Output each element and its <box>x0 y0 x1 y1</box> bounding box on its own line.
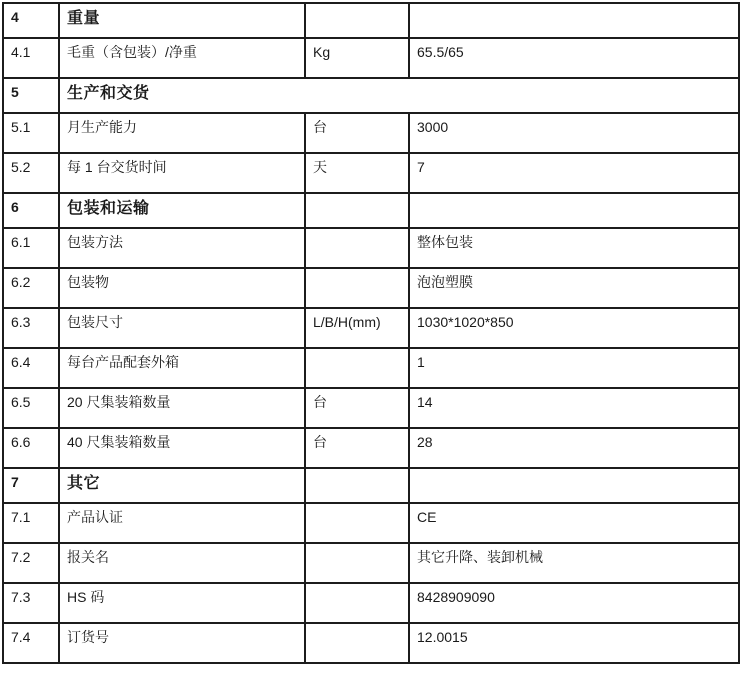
row-label: 包装和运输 <box>59 193 305 228</box>
row-label: 报关名 <box>59 543 305 583</box>
table-row <box>3 543 739 583</box>
spec-table-body <box>3 3 739 663</box>
row-value: 65.5/65 <box>409 38 739 78</box>
row-label: 毛重（含包装）/净重 <box>59 38 305 78</box>
row-unit <box>305 468 409 503</box>
row-number: 6.3 <box>3 308 59 348</box>
row-value: 7 <box>409 153 739 193</box>
row-unit <box>305 268 409 308</box>
table-row <box>3 113 739 153</box>
table-row <box>3 388 739 428</box>
row-number: 7.1 <box>3 503 59 543</box>
row-value: 14 <box>409 388 739 428</box>
row-unit: 天 <box>305 153 409 193</box>
row-number: 7 <box>3 468 59 503</box>
row-unit <box>305 348 409 388</box>
row-number: 6.6 <box>3 428 59 468</box>
row-unit: Kg <box>305 38 409 78</box>
row-unit <box>305 623 409 663</box>
row-number: 6.5 <box>3 388 59 428</box>
table-row <box>3 153 739 193</box>
row-unit <box>305 193 409 228</box>
row-unit <box>305 228 409 268</box>
row-label: HS 码 <box>59 583 305 623</box>
row-label: 包装方法 <box>59 228 305 268</box>
row-label: 产品认证 <box>59 503 305 543</box>
row-label: 每 1 台交货时间 <box>59 153 305 193</box>
table-row <box>3 503 739 543</box>
row-label: 订货号 <box>59 623 305 663</box>
row-label: 重量 <box>59 3 305 38</box>
row-label: 每台产品配套外箱 <box>59 348 305 388</box>
row-number: 4 <box>3 3 59 38</box>
row-number: 6.1 <box>3 228 59 268</box>
row-value: CE <box>409 503 739 543</box>
table-row <box>3 228 739 268</box>
section-header-row <box>3 3 739 38</box>
section-header-row <box>3 78 739 113</box>
row-number: 5.1 <box>3 113 59 153</box>
row-unit: L/B/H(mm) <box>305 308 409 348</box>
row-value: 3000 <box>409 113 739 153</box>
row-value: 1 <box>409 348 739 388</box>
table-row <box>3 428 739 468</box>
row-value: 整体包装 <box>409 228 739 268</box>
row-value <box>409 468 739 503</box>
section-header-row <box>3 193 739 228</box>
row-number: 4.1 <box>3 38 59 78</box>
table-row <box>3 308 739 348</box>
row-number: 7.4 <box>3 623 59 663</box>
row-label: 生产和交货 <box>59 78 739 113</box>
table-row <box>3 38 739 78</box>
row-number: 7.3 <box>3 583 59 623</box>
row-label: 20 尺集装箱数量 <box>59 388 305 428</box>
row-value: 泡泡塑膜 <box>409 268 739 308</box>
row-unit <box>305 583 409 623</box>
row-value <box>409 3 739 38</box>
row-label: 其它 <box>59 468 305 503</box>
table-row <box>3 583 739 623</box>
row-label: 包装尺寸 <box>59 308 305 348</box>
row-unit: 台 <box>305 388 409 428</box>
row-value <box>409 193 739 228</box>
row-value: 28 <box>409 428 739 468</box>
table-row <box>3 623 739 663</box>
row-number: 5 <box>3 78 59 113</box>
row-label: 包装物 <box>59 268 305 308</box>
row-number: 5.2 <box>3 153 59 193</box>
row-number: 6 <box>3 193 59 228</box>
row-label: 40 尺集装箱数量 <box>59 428 305 468</box>
section-header-row <box>3 468 739 503</box>
row-unit: 台 <box>305 428 409 468</box>
row-value: 12.0015 <box>409 623 739 663</box>
row-value: 8428909090 <box>409 583 739 623</box>
row-label: 月生产能力 <box>59 113 305 153</box>
row-unit <box>305 3 409 38</box>
row-value: 其它升降、装卸机械 <box>409 543 739 583</box>
row-unit <box>305 543 409 583</box>
row-unit <box>305 503 409 543</box>
row-unit: 台 <box>305 113 409 153</box>
row-number: 6.4 <box>3 348 59 388</box>
row-number: 6.2 <box>3 268 59 308</box>
row-number: 7.2 <box>3 543 59 583</box>
table-row <box>3 268 739 308</box>
table-row <box>3 348 739 388</box>
spec-table <box>2 2 740 664</box>
row-value: 1030*1020*850 <box>409 308 739 348</box>
